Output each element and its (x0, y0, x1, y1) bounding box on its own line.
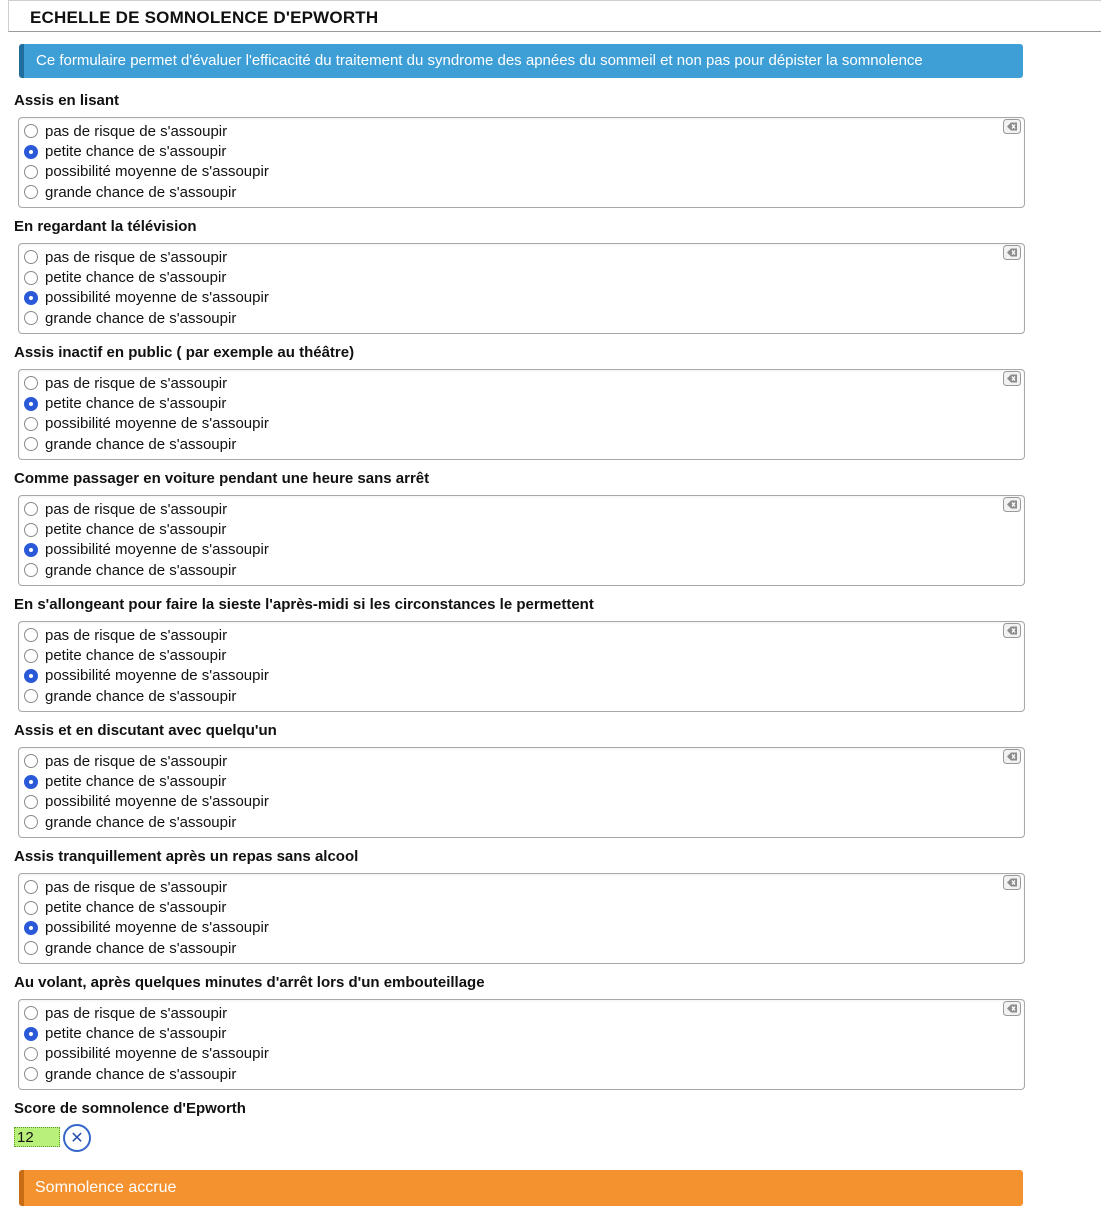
radio-icon[interactable] (24, 1047, 38, 1061)
radio-icon[interactable] (24, 689, 38, 703)
radio-option[interactable] (24, 162, 269, 182)
radio-option-label: possibilité moyenne de s'assoupir (45, 163, 269, 181)
radio-option-label: pas de risque de s'assoupir (45, 248, 228, 266)
eraser-icon[interactable] (1003, 749, 1021, 764)
radio-option[interactable] (24, 812, 269, 832)
score-label: Score de somnolence d'Epworth (14, 1100, 246, 1117)
radio-icon[interactable] (24, 124, 38, 138)
radio-option[interactable] (24, 897, 269, 917)
radio-icon[interactable] (24, 417, 38, 431)
radio-option-label: possibilité moyenne de s'assoupir (45, 289, 269, 307)
question-block (0, 90, 1101, 216)
question-block (0, 468, 1101, 594)
radio-icon[interactable] (24, 145, 38, 159)
radio-icon[interactable] (24, 921, 38, 935)
radio-option[interactable] (24, 1023, 269, 1043)
radio-option-label: possibilité moyenne de s'assoupir (45, 793, 269, 811)
radio-option-label: petite chance de s'assoupir (45, 143, 227, 161)
radio-icon[interactable] (24, 437, 38, 451)
radio-icon[interactable] (24, 775, 38, 789)
question-label: Assis inactif en public ( par exemple au théâtre) (14, 344, 355, 361)
questions-list (0, 90, 1101, 1098)
radio-icon[interactable] (24, 815, 38, 829)
question-block (0, 216, 1101, 342)
radio-group (18, 495, 1025, 586)
radio-group (18, 873, 1025, 964)
radio-option[interactable] (24, 393, 269, 413)
radio-option[interactable] (24, 918, 269, 938)
radio-icon[interactable] (24, 754, 38, 768)
radio-group (18, 369, 1025, 460)
radio-option[interactable] (24, 247, 269, 267)
radio-option-label: grande chance de s'assoupir (45, 561, 237, 579)
radio-icon[interactable] (24, 291, 38, 305)
radio-icon[interactable] (24, 669, 38, 683)
radio-icon[interactable] (24, 1006, 38, 1020)
radio-icon[interactable] (24, 311, 38, 325)
radio-option-label: pas de risque de s'assoupir (45, 1004, 228, 1022)
radio-option-label: possibilité moyenne de s'assoupir (45, 541, 269, 559)
page-title: ECHELLE DE SOMNOLENCE D'EPWORTH (30, 8, 379, 27)
radio-icon[interactable] (24, 1027, 38, 1041)
eraser-icon[interactable] (1003, 875, 1021, 890)
radio-option-label: possibilité moyenne de s'assoupir (45, 1045, 269, 1063)
question-block (0, 342, 1101, 468)
radio-option-label: petite chance de s'assoupir (45, 269, 227, 287)
radio-option[interactable] (24, 1003, 269, 1023)
radio-icon[interactable] (24, 563, 38, 577)
radio-group (18, 621, 1025, 712)
radio-option-label: grande chance de s'assoupir (45, 1065, 237, 1083)
radio-option-label: pas de risque de s'assoupir (45, 878, 228, 896)
radio-icon[interactable] (24, 165, 38, 179)
radio-option[interactable] (24, 792, 269, 812)
close-icon: ✕ (70, 1130, 84, 1147)
question-label: En s'allongeant pour faire la sieste l'après-midi si les circonstances le permettent (14, 596, 594, 613)
radio-option[interactable] (24, 288, 269, 308)
radio-option-label: petite chance de s'assoupir (45, 395, 227, 413)
radio-option-label: possibilité moyenne de s'assoupir (45, 415, 269, 433)
eraser-icon[interactable] (1003, 1001, 1021, 1016)
radio-option-label: grande chance de s'assoupir (45, 183, 237, 201)
radio-option[interactable] (24, 645, 269, 665)
question-block (0, 846, 1101, 972)
radio-option-label: petite chance de s'assoupir (45, 521, 227, 539)
score-input[interactable] (14, 1127, 60, 1147)
radio-option-label: grande chance de s'assoupir (45, 687, 237, 705)
radio-option[interactable] (24, 938, 269, 958)
radio-icon[interactable] (24, 523, 38, 537)
question-label: Assis tranquillement après un repas sans alcool (14, 848, 359, 865)
question-block (0, 720, 1101, 846)
radio-icon[interactable] (24, 271, 38, 285)
radio-option[interactable] (24, 771, 269, 791)
radio-option[interactable] (24, 499, 269, 519)
info-banner: Ce formulaire permet d'évaluer l'efficacité du traitement du syndrome des apnées du sommeil et non pas pour dépister la somnolence (19, 44, 1023, 78)
radio-option-label: pas de risque de s'assoupir (45, 122, 228, 140)
radio-icon[interactable] (24, 628, 38, 642)
question-block (0, 972, 1101, 1098)
radio-option-label: petite chance de s'assoupir (45, 647, 227, 665)
clear-score-button[interactable] (63, 1124, 91, 1152)
radio-option[interactable] (24, 373, 269, 393)
radio-icon[interactable] (24, 649, 38, 663)
question-label: Assis et en discutant avec quelqu'un (14, 722, 277, 739)
radio-option[interactable] (24, 666, 269, 686)
radio-option[interactable] (24, 540, 269, 560)
radio-option[interactable] (24, 121, 269, 141)
radio-option[interactable] (24, 625, 269, 645)
radio-option-label: pas de risque de s'assoupir (45, 500, 228, 518)
radio-option[interactable] (24, 877, 269, 897)
radio-icon[interactable] (24, 901, 38, 915)
result-banner: Somnolence accrue (19, 1170, 1023, 1206)
radio-icon[interactable] (24, 250, 38, 264)
eraser-icon[interactable] (1003, 371, 1021, 386)
radio-option-label: grande chance de s'assoupir (45, 309, 237, 327)
radio-option[interactable] (24, 141, 269, 161)
radio-icon[interactable] (24, 376, 38, 390)
radio-icon[interactable] (24, 941, 38, 955)
radio-option-label: grande chance de s'assoupir (45, 813, 237, 831)
radio-option-label: petite chance de s'assoupir (45, 1025, 227, 1043)
radio-option-label: pas de risque de s'assoupir (45, 374, 228, 392)
eraser-icon[interactable] (1003, 245, 1021, 260)
radio-icon[interactable] (24, 880, 38, 894)
question-label: En regardant la télévision (14, 218, 197, 235)
question-label: Assis en lisant (14, 92, 120, 109)
radio-icon[interactable] (24, 543, 38, 557)
radio-option-label: possibilité moyenne de s'assoupir (45, 919, 269, 937)
radio-icon[interactable] (24, 1067, 38, 1081)
radio-icon[interactable] (24, 185, 38, 199)
radio-option[interactable] (24, 182, 269, 202)
radio-option-label: grande chance de s'assoupir (45, 435, 237, 453)
eraser-icon[interactable] (1003, 623, 1021, 638)
question-label: Comme passager en voiture pendant une heure sans arrêt (14, 470, 430, 487)
radio-option-label: petite chance de s'assoupir (45, 773, 227, 791)
radio-option[interactable] (24, 560, 269, 580)
radio-group (18, 243, 1025, 334)
radio-option[interactable] (24, 414, 269, 434)
radio-option[interactable] (24, 434, 269, 454)
radio-group (18, 117, 1025, 208)
radio-option-label: pas de risque de s'assoupir (45, 752, 228, 770)
radio-icon[interactable] (24, 502, 38, 516)
radio-option[interactable] (24, 751, 269, 771)
radio-option-label: petite chance de s'assoupir (45, 899, 227, 917)
radio-option[interactable] (24, 1064, 269, 1084)
eraser-icon[interactable] (1003, 119, 1021, 134)
eraser-icon[interactable] (1003, 497, 1021, 512)
radio-option[interactable] (24, 267, 269, 287)
radio-option[interactable] (24, 308, 269, 328)
radio-icon[interactable] (24, 397, 38, 411)
radio-option[interactable] (24, 686, 269, 706)
radio-option-label: possibilité moyenne de s'assoupir (45, 667, 269, 685)
radio-option-label: grande chance de s'assoupir (45, 939, 237, 957)
radio-icon[interactable] (24, 795, 38, 809)
radio-option[interactable] (24, 1044, 269, 1064)
radio-group (18, 747, 1025, 838)
radio-group (18, 999, 1025, 1090)
question-label: Au volant, après quelques minutes d'arrêt lors d'un embouteillage (14, 974, 485, 991)
question-block (0, 594, 1101, 720)
radio-option-label: pas de risque de s'assoupir (45, 626, 228, 644)
radio-option[interactable] (24, 519, 269, 539)
